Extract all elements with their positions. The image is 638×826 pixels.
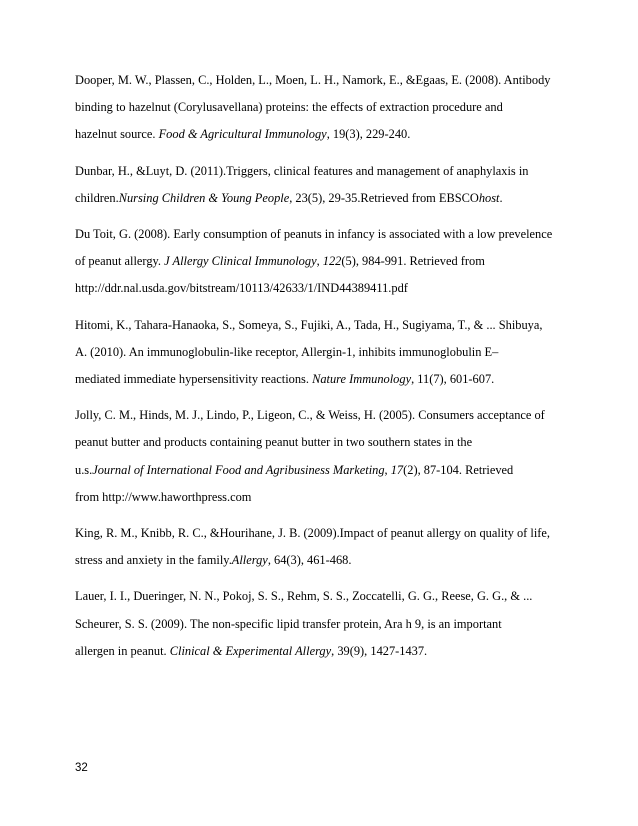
reference-line: [75, 402, 575, 429]
reference-text: ,: [316, 254, 323, 269]
reference-line: [75, 638, 575, 665]
reference-line: [75, 185, 575, 212]
reference-entry: [75, 67, 575, 149]
reference-italic-text: 17: [390, 462, 404, 477]
reference-text: of peanut allergy.: [75, 254, 165, 269]
reference-text: , 64(3), 461-468.: [267, 553, 352, 568]
reference-text: Jolly, C. M., Hinds, M. J., Lindo, P., Ligeon, C., & Weiss, H. (2005). Consumers acceptance of: [75, 408, 545, 423]
reference-text: ,: [384, 462, 391, 477]
reference-italic-text: J Allergy Clinical Immunology: [164, 254, 317, 269]
reference-text: stress and anxiety in the family.: [75, 553, 232, 568]
reference-entry: [75, 402, 575, 511]
reference-text: Hitomi, K., Tahara-Hanaoka, S., Someya, S., Fujiki, A., Tada, H., Sugiyama, T., & ... Shibuya,: [75, 317, 543, 332]
reference-text: Dunbar, H., &Luyt, D. (2011).Triggers, clinical features and management of anaphylaxis in: [75, 163, 529, 178]
reference-italic-text: host: [478, 190, 500, 205]
reference-line: [75, 158, 575, 185]
reference-line: [75, 94, 575, 121]
reference-line: [75, 366, 575, 393]
reference-line: [75, 121, 575, 148]
reference-line: [75, 583, 575, 610]
reference-text: (2), 87-104. Retrieved: [403, 462, 514, 477]
reference-italic-text: Nature Immunology: [312, 372, 412, 387]
reference-line: [75, 457, 575, 484]
reference-italic-text: Food & Agricultural Immunology: [158, 127, 327, 142]
reference-text: binding to hazelnut (Corylusavellana) proteins: the effects of extraction procedure and: [75, 100, 503, 115]
reference-text: .: [499, 190, 503, 205]
reference-line: [75, 547, 575, 574]
reference-line: [75, 248, 575, 275]
reference-entry: [75, 221, 575, 303]
reference-text: , 19(3), 229-240.: [326, 127, 411, 142]
reference-italic-text: Allergy: [231, 553, 268, 568]
reference-text: , 23(5), 29-35.Retrieved from EBSCO: [289, 190, 479, 205]
reference-text: from http://www.haworthpress.com: [75, 489, 252, 504]
reference-line: [75, 221, 575, 248]
reference-text: Scheurer, S. S. (2009). The non-specific lipid transfer protein, Ara h 9, is an important: [75, 616, 502, 631]
reference-text: (5), 984-991. Retrieved from: [341, 254, 485, 269]
reference-text: Lauer, I. I., Dueringer, N. N., Pokoj, S. S., Rehm, S. S., Zoccatelli, G. G., Reese, G. G., & ...: [75, 589, 533, 604]
reference-entry: [75, 583, 575, 665]
reference-text: peanut butter and products containing peanut butter in two southern states in the: [75, 435, 473, 450]
reference-text: Du Toit, G. (2008). Early consumption of peanuts in infancy is associated with a low prevelence: [75, 227, 553, 242]
reference-italic-text: Nursing Children & Young People: [118, 190, 290, 205]
reference-text: mediated immediate hypersensitivity reactions.: [75, 372, 313, 387]
reference-text: u.s.: [75, 462, 93, 477]
reference-text: children.: [75, 190, 119, 205]
reference-line: [75, 339, 575, 366]
reference-line: [75, 484, 575, 511]
reference-italic-text: Journal of International Food and Agribusiness Marketing: [92, 462, 385, 477]
reference-line: [75, 312, 575, 339]
reference-entry: [75, 312, 575, 394]
reference-list: [75, 67, 575, 674]
reference-italic-text: 122: [322, 254, 342, 269]
reference-text: , 11(7), 601-607.: [411, 372, 495, 387]
reference-text: Dooper, M. W., Plassen, C., Holden, L., Moen, L. H., Namork, E., &Egaas, E. (2008). Antibody: [75, 73, 551, 87]
reference-line: [75, 429, 575, 456]
reference-text: hazelnut source.: [75, 127, 159, 142]
reference-text: http://ddr.nal.usda.gov/bitstream/10113/42633/1/IND44389411.pdf: [75, 281, 408, 296]
reference-text: King, R. M., Knibb, R. C., &Hourihane, J. B. (2009).Impact of peanut allergy on quality of life,: [75, 526, 551, 541]
reference-line: [75, 520, 575, 547]
reference-line: [75, 611, 575, 638]
reference-entry: [75, 158, 575, 212]
reference-line: [75, 67, 575, 94]
reference-line: [75, 275, 575, 302]
reference-text: allergen in peanut.: [75, 643, 170, 658]
reference-text: , 39(9), 1427-1437.: [331, 643, 428, 658]
reference-italic-text: Clinical & Experimental Allergy: [169, 643, 332, 658]
reference-entry: [75, 520, 575, 574]
page-number: 32: [75, 762, 88, 774]
reference-text: A. (2010). An immunoglobulin-like receptor, Allergin-1, inhibits immunoglobulin E–: [75, 344, 499, 359]
